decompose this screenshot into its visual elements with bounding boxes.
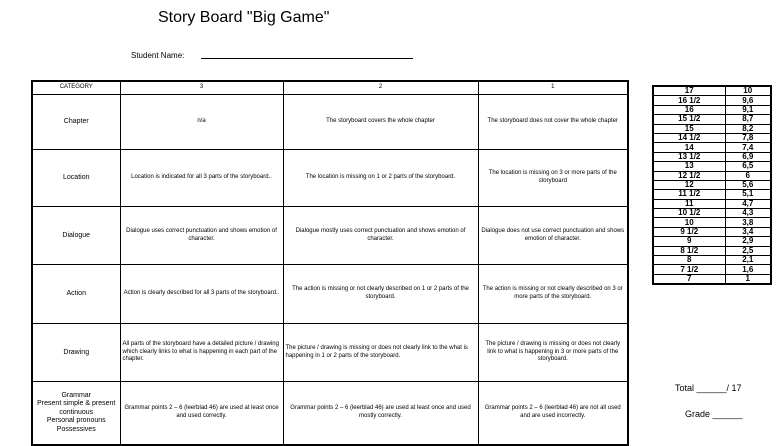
category-cell: Chapter [32, 95, 120, 150]
rubric-row-action [32, 265, 628, 324]
grade-row [653, 162, 771, 171]
rubric-row-dialogue [32, 207, 628, 265]
criteria-cell: The storyboard covers the whole chapter [283, 95, 478, 150]
grade-cell: 6,5 [725, 162, 771, 171]
grade-cell: 6,9 [725, 152, 771, 161]
grade-row [653, 171, 771, 180]
category-cell: Dialogue [32, 207, 120, 265]
points-cell: 16 [653, 105, 725, 114]
points-cell: 12 1/2 [653, 171, 725, 180]
grade-cell: 8,2 [725, 124, 771, 133]
grade-row [653, 265, 771, 274]
grade-cell: 7,4 [725, 143, 771, 152]
points-cell: 14 [653, 143, 725, 152]
grade-row [653, 199, 771, 208]
criteria-cell: Dialogue uses correct punctuation and shows emotion of character. [120, 207, 283, 265]
points-cell: 9 [653, 237, 725, 246]
rubric-row-location [32, 150, 628, 207]
grade-row [653, 190, 771, 199]
grade-row [653, 115, 771, 124]
rubric-row-grammar [32, 382, 628, 446]
grade-cell: 9,6 [725, 96, 771, 105]
criteria-cell: The action is missing or not clearly described on 1 or 2 parts of the storyboard. [283, 265, 478, 324]
criteria-cell: The picture / drawing is missing or does not clearly link to what is happening in 3 or more parts of the storyboard. [478, 324, 628, 382]
grade-cell: 9,1 [725, 105, 771, 114]
points-cell: 8 [653, 256, 725, 265]
header-category: CATEGORY [32, 81, 120, 95]
criteria-cell: Location is indicated for all 3 parts of the storyboard.. [120, 150, 283, 207]
points-cell: 9 1/2 [653, 227, 725, 236]
points-cell: 8 1/2 [653, 246, 725, 255]
page-title: Story Board "Big Game" [158, 9, 330, 26]
points-cell: 16 1/2 [653, 96, 725, 105]
rubric-header-row [32, 81, 628, 95]
header-score-2: 2 [283, 81, 478, 95]
grade-row [653, 237, 771, 246]
category-line: Present simple & present continuous [37, 400, 116, 416]
grade-cell: 7,8 [725, 133, 771, 142]
points-cell: 7 1/2 [653, 265, 725, 274]
grade-row [653, 86, 771, 96]
final-grade-field[interactable]: Grade ______ [685, 409, 743, 419]
points-cell: 12 [653, 180, 725, 189]
grade-cell: 8,7 [725, 115, 771, 124]
grade-row [653, 246, 771, 255]
rubric-table [31, 80, 629, 446]
total-score-field[interactable]: Total ______/ 17 [675, 383, 742, 393]
grade-cell: 4,7 [725, 199, 771, 208]
grade-cell: 3,8 [725, 218, 771, 227]
rubric-row-drawing [32, 324, 628, 382]
grade-row [653, 209, 771, 218]
criteria-cell: Grammar points 2 – 6 (leerblad 46) are used at least once and used correctly. [120, 382, 283, 446]
criteria-cell: Grammar points 2 – 6 (leerblad 46) are used at least once and used mostly correctly. [283, 382, 478, 446]
grade-row [653, 256, 771, 265]
points-cell: 13 1/2 [653, 152, 725, 161]
student-name-line[interactable] [201, 50, 413, 59]
grade-row [653, 274, 771, 284]
points-cell: 11 1/2 [653, 190, 725, 199]
grade-row [653, 152, 771, 161]
grade-row [653, 143, 771, 152]
criteria-cell: Action is clearly described for all 3 parts of the storyboard.. [120, 265, 283, 324]
category-cell: Location [32, 150, 120, 207]
points-cell: 15 1/2 [653, 115, 725, 124]
criteria-cell: The picture / drawing is missing or does not clearly link to the what is happening in 1 or 2 parts of the storyboard. [283, 324, 478, 382]
criteria-cell: All parts of the storyboard have a detailed picture / drawing which clearly links to what is happening in each part of the chapter. [120, 324, 283, 382]
points-cell: 17 [653, 86, 725, 96]
grade-row [653, 218, 771, 227]
grade-cell: 5,6 [725, 180, 771, 189]
category-line: Grammar [61, 392, 92, 400]
grade-cell: 6 [725, 171, 771, 180]
criteria-cell: The location is missing on 3 or more parts of the storyboard [478, 150, 628, 207]
points-cell: 13 [653, 162, 725, 171]
grade-row [653, 96, 771, 105]
grade-conversion-table [652, 85, 772, 285]
grade-row [653, 105, 771, 114]
grade-cell: 1,6 [725, 265, 771, 274]
grade-row [653, 180, 771, 189]
criteria-cell: n/a [120, 95, 283, 150]
grade-cell: 2,9 [725, 237, 771, 246]
points-cell: 11 [653, 199, 725, 208]
category-cell [32, 382, 120, 446]
grade-cell: 2,5 [725, 246, 771, 255]
points-cell: 10 [653, 218, 725, 227]
grade-row [653, 133, 771, 142]
student-name-label: Student Name: [131, 51, 185, 60]
criteria-cell: Dialogue mostly uses correct punctuation and shows emotion of character. [283, 207, 478, 265]
points-cell: 15 [653, 124, 725, 133]
grade-cell: 4,3 [725, 209, 771, 218]
category-line: Possessives [56, 425, 96, 433]
points-cell: 10 1/2 [653, 209, 725, 218]
header-score-3: 3 [120, 81, 283, 95]
student-name-field[interactable] [131, 50, 413, 60]
grade-row [653, 124, 771, 133]
criteria-cell: The action is missing or not clearly described on 3 or more parts of the storyboard. [478, 265, 628, 324]
category-cell: Action [32, 265, 120, 324]
category-line: Personal pronouns [46, 417, 106, 425]
grade-cell: 3,4 [725, 227, 771, 236]
criteria-cell: The location is missing on 1 or 2 parts of the storyboard. [283, 150, 478, 207]
criteria-cell: Dialogue does not use correct punctuation and shows emotion of character. [478, 207, 628, 265]
criteria-cell: The storyboard does not cover the whole chapter [478, 95, 628, 150]
rubric-row-chapter [32, 95, 628, 150]
grade-cell: 5,1 [725, 190, 771, 199]
points-cell: 14 1/2 [653, 133, 725, 142]
grade-cell: 10 [725, 86, 771, 96]
points-cell: 7 [653, 274, 725, 284]
grade-cell: 1 [725, 274, 771, 284]
grade-row [653, 227, 771, 236]
criteria-cell: Grammar points 2 – 6 (leerblad 46) are not all used and are used incorrectly. [478, 382, 628, 446]
header-score-1: 1 [478, 81, 628, 95]
category-cell: Drawing [32, 324, 120, 382]
grade-cell: 2,1 [725, 256, 771, 265]
